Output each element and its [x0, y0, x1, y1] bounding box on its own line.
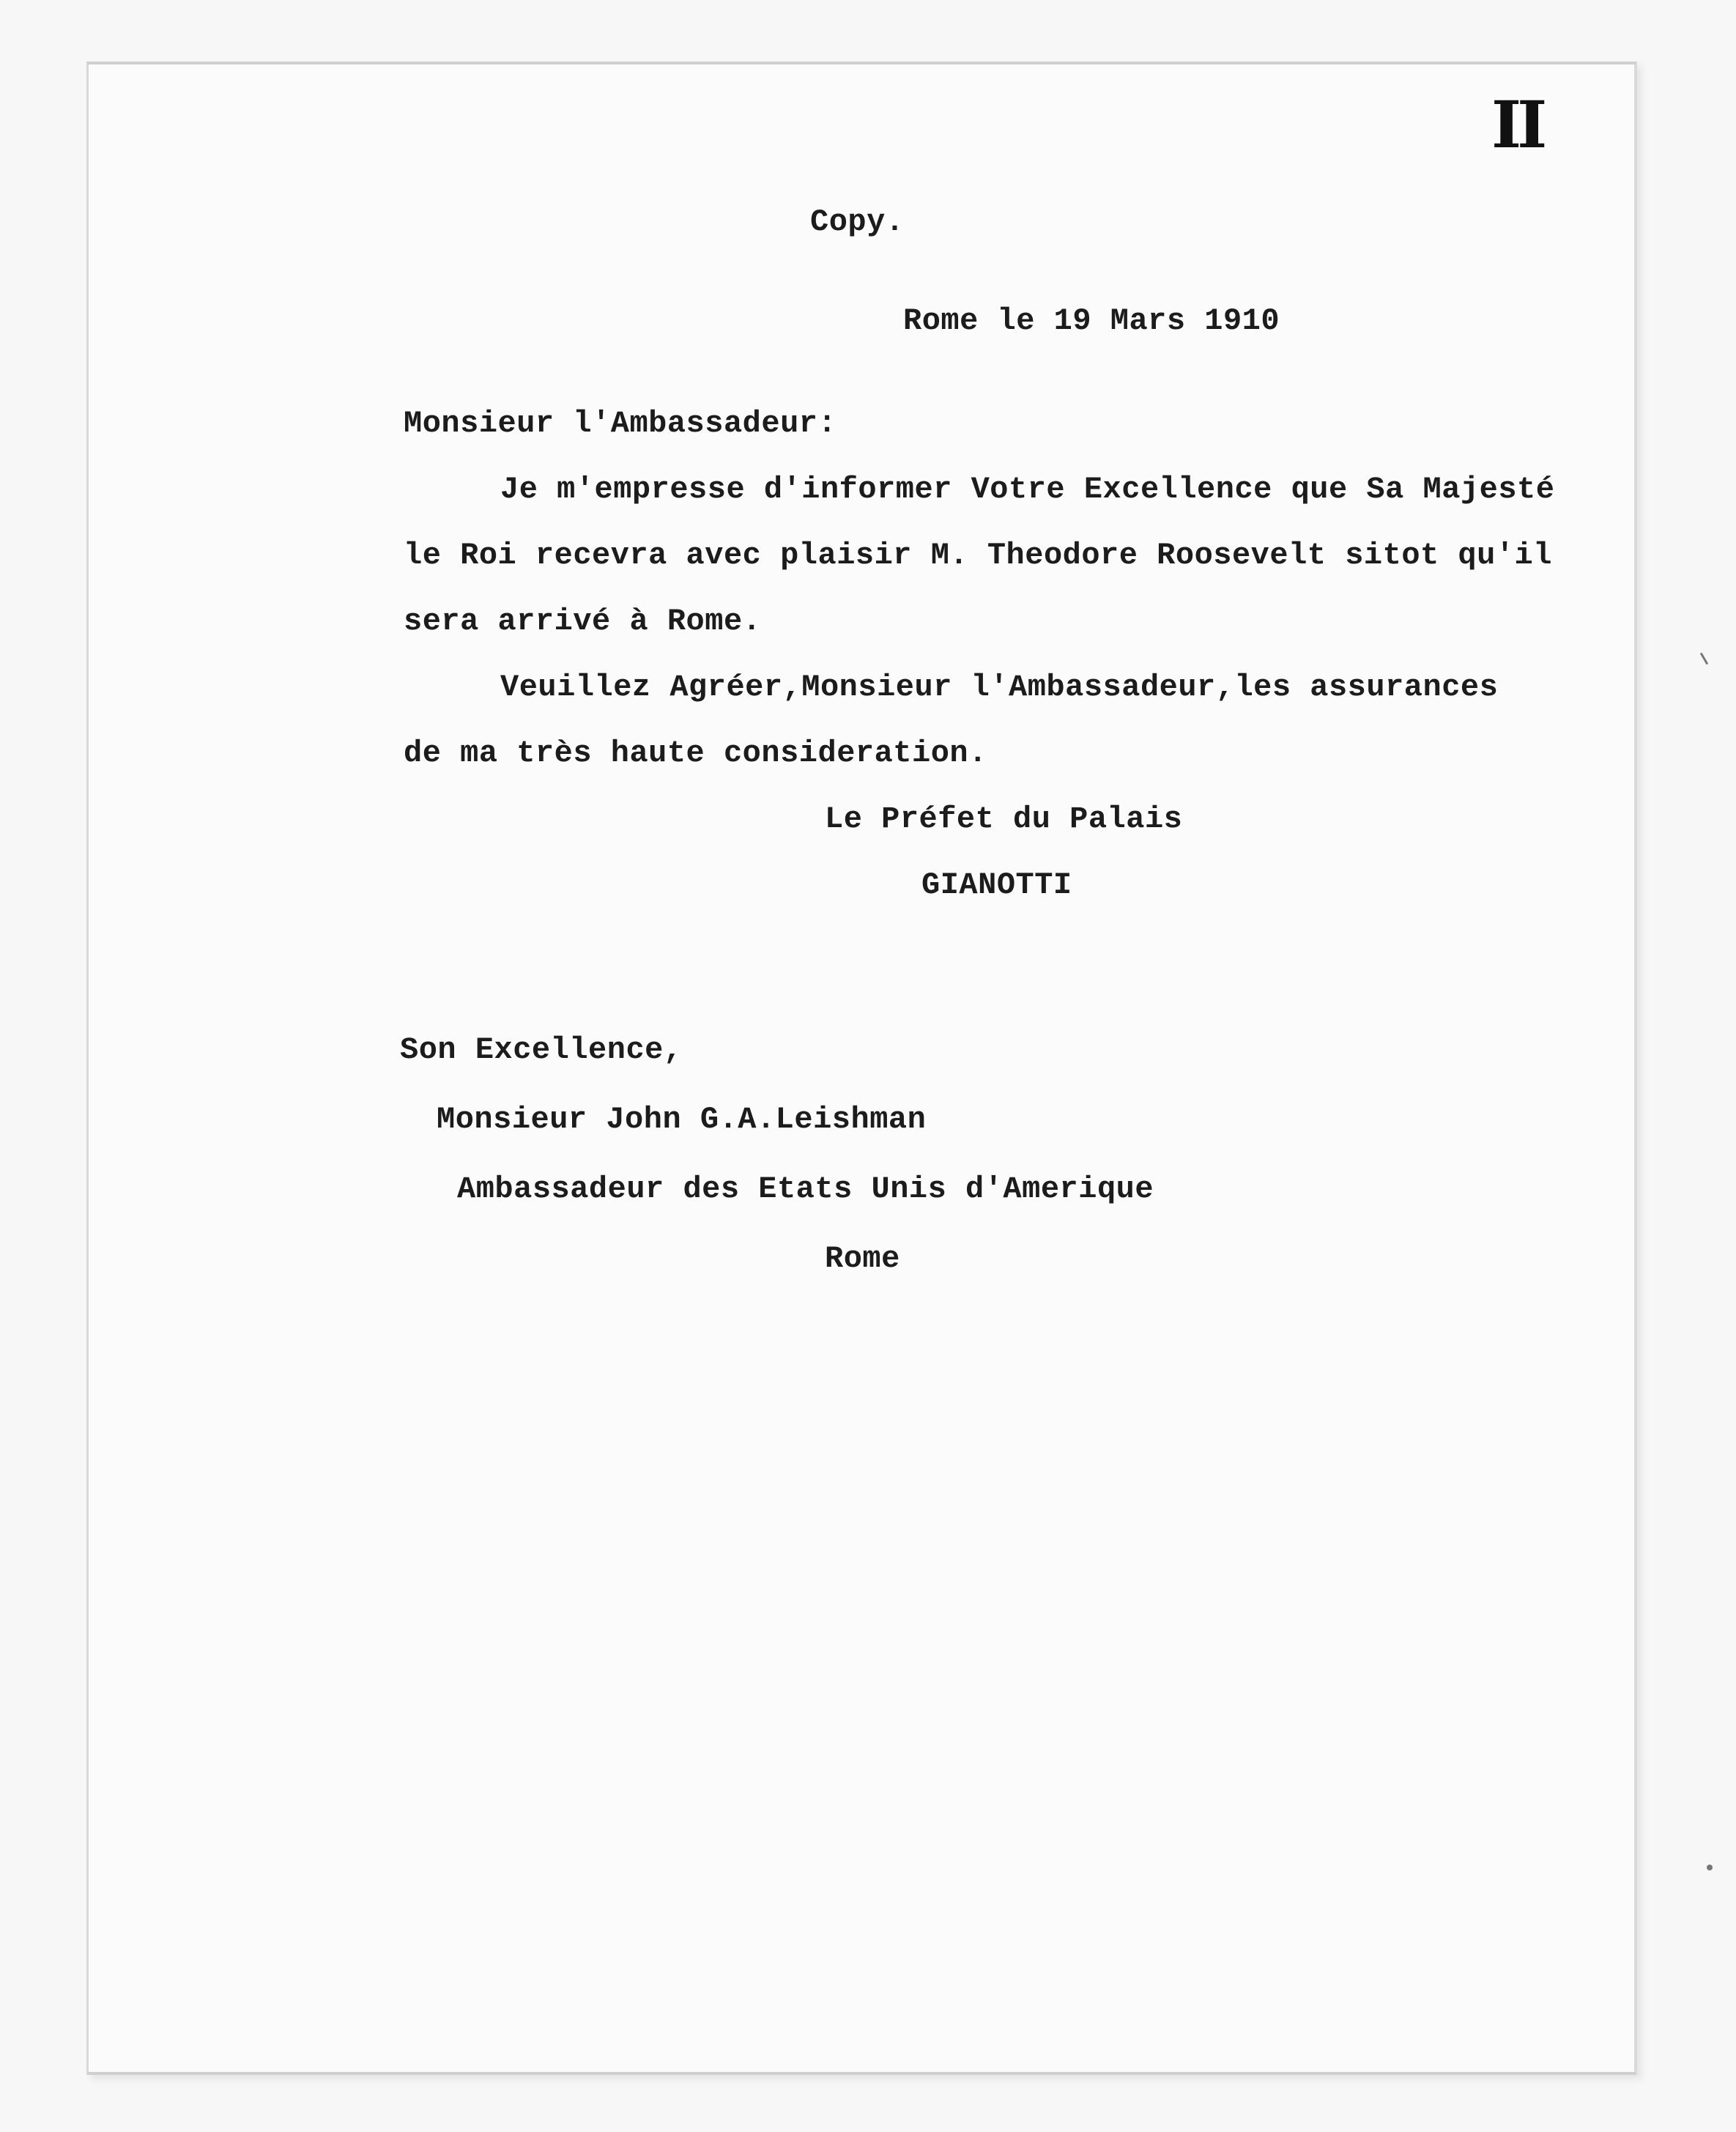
- address-line-1: Son Excellence,: [400, 1032, 683, 1067]
- body-line-3: sera arrivé à Rome.: [404, 604, 762, 639]
- roman-numeral-mark: II: [1491, 86, 1543, 163]
- address-line-4: Rome: [825, 1241, 900, 1276]
- body-line-2: le Roi recevra avec plaisir M. Theodore Roosevelt sitot qu'il: [404, 538, 1552, 573]
- paper-speck: [1700, 652, 1709, 665]
- body-line-4: Veuillez Agréer,Monsieur l'Ambassadeur,les assurances: [500, 670, 1499, 705]
- signature-name: GIANOTTI: [921, 867, 1072, 903]
- date-line: Rome le 19 Mars 1910: [903, 303, 1280, 338]
- document-page: [86, 62, 1637, 2075]
- body-line-5: de ma très haute consideration.: [404, 736, 987, 771]
- address-line-3: Ambassadeur des Etats Unis d'Amerique: [457, 1172, 1154, 1207]
- address-line-2: Monsieur John G.A.Leishman: [437, 1102, 927, 1137]
- paper-speck: [1707, 1865, 1713, 1870]
- body-line-1: Je m'empresse d'informer Votre Excellence que Sa Majesté: [500, 472, 1555, 507]
- copy-heading: Copy.: [810, 204, 905, 240]
- signature-title: Le Préfet du Palais: [825, 802, 1183, 837]
- salutation: Monsieur l'Ambassadeur:: [404, 406, 837, 441]
